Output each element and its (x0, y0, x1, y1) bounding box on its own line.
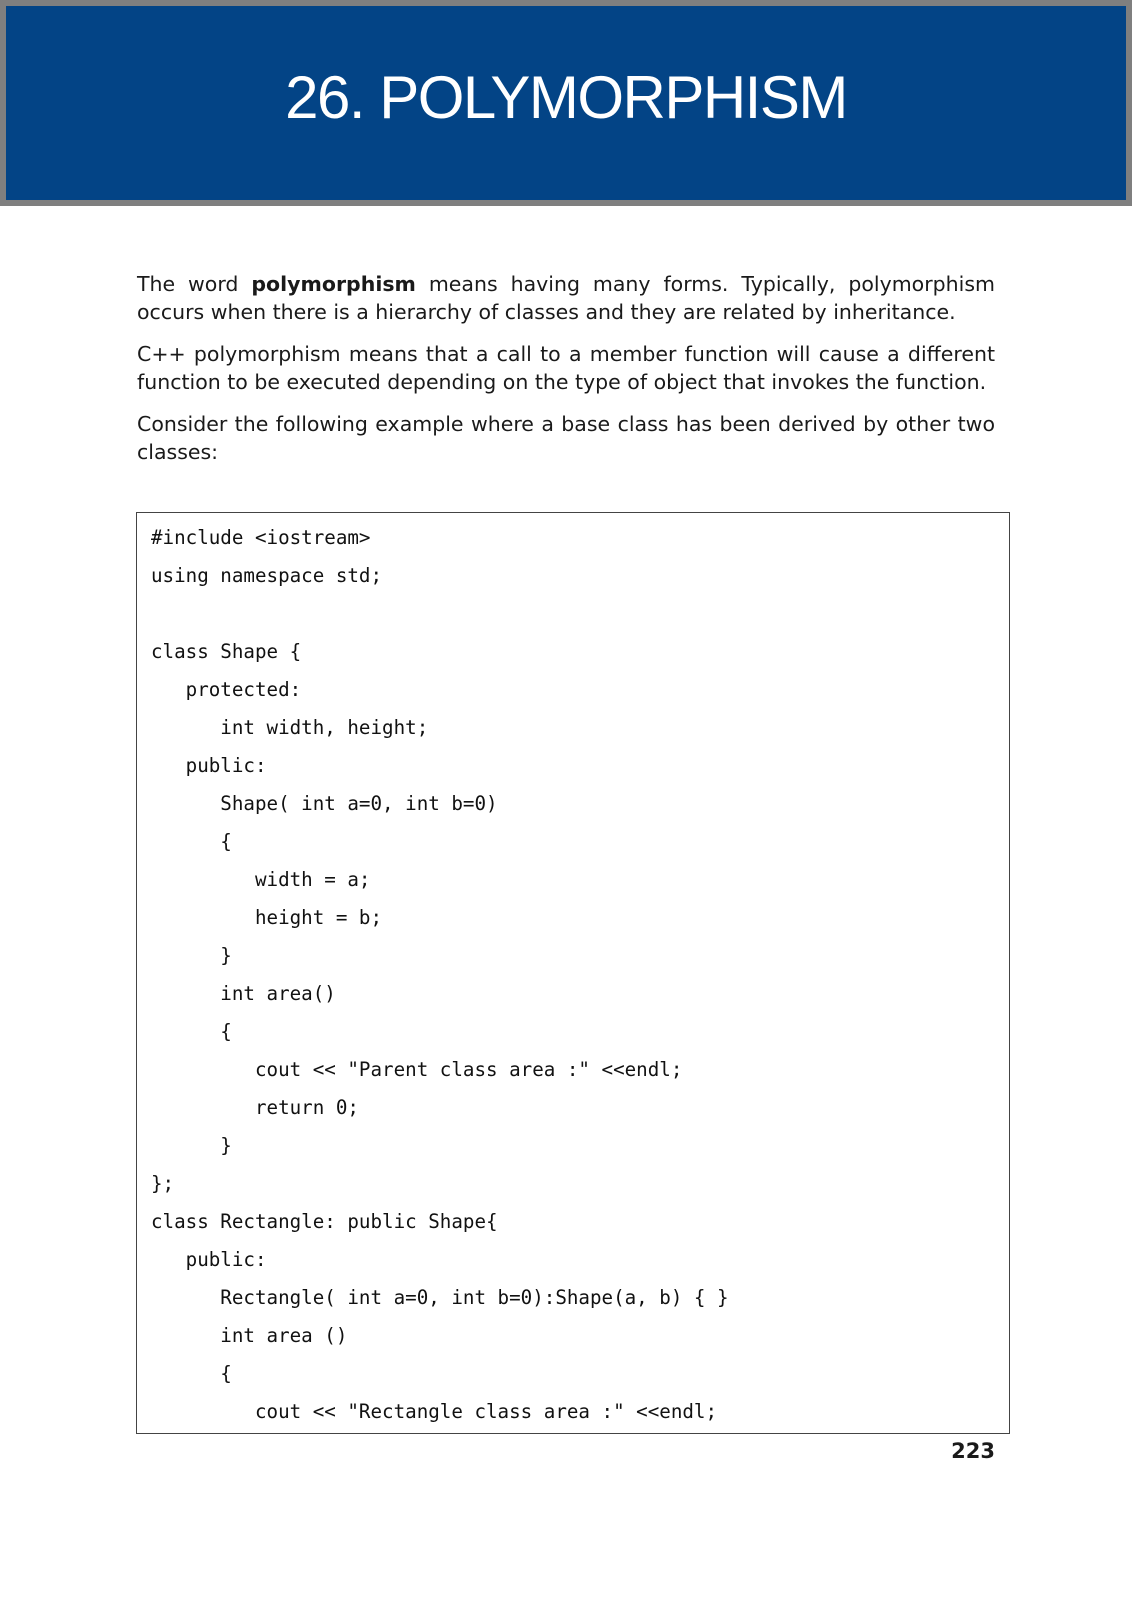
code-line: } (151, 1134, 232, 1157)
code-line: public: (151, 754, 267, 777)
page-number: 223 (951, 1439, 995, 1463)
code-listing (136, 512, 1010, 1434)
code-line: return 0; (151, 1096, 359, 1119)
code-line: cout << "Parent class area :" <<endl; (151, 1058, 683, 1081)
paragraph-example-intro: Consider the following example where a base class has been derived by other two classes: (137, 412, 995, 464)
term-polymorphism: polymorphism (251, 272, 416, 296)
code-line: int area() (151, 982, 336, 1005)
code-line: { (151, 1020, 232, 1043)
chapter-title: 26. POLYMORPHISM (285, 63, 847, 131)
intro-text (137, 271, 995, 481)
paragraph-definition (137, 271, 995, 326)
code-line: Rectangle( int a=0, int b=0):Shape(a, b) { } (151, 1286, 729, 1309)
code-line: cout << "Rectangle class area :" <<endl; (151, 1400, 718, 1423)
chapter-header (0, 0, 1132, 206)
paragraph-definition-rest: means having many forms. Typically, polymorphism occurs when there is a hierarchy of classes and they are related by inheritance. (137, 272, 995, 324)
code-line: class Shape { (151, 640, 302, 663)
code-line: { (151, 830, 232, 853)
paragraph-definition-start: The word (137, 272, 252, 296)
code-line: height = b; (151, 906, 383, 929)
code-line: public: (151, 1248, 267, 1271)
code-line: #include <iostream> (151, 526, 371, 549)
code-line: using namespace std; (151, 564, 383, 587)
code-line: width = a; (151, 868, 371, 891)
code-line: }; (151, 1172, 175, 1195)
code-line: { (151, 1362, 232, 1385)
code-line: Shape( int a=0, int b=0) (151, 792, 498, 815)
code-line (151, 602, 729, 640)
code-line: protected: (151, 678, 302, 701)
code-lines (151, 526, 729, 1434)
paragraph-cpp-polymorphism: C++ polymorphism means that a call to a member function will cause a different function to be executed depending on the type of object that invokes the function. (137, 342, 995, 394)
code-line: } (151, 944, 232, 967)
code-line: class Rectangle: public Shape{ (151, 1210, 498, 1233)
code-line: int area () (151, 1324, 348, 1347)
code-line: int width, height; (151, 716, 429, 739)
